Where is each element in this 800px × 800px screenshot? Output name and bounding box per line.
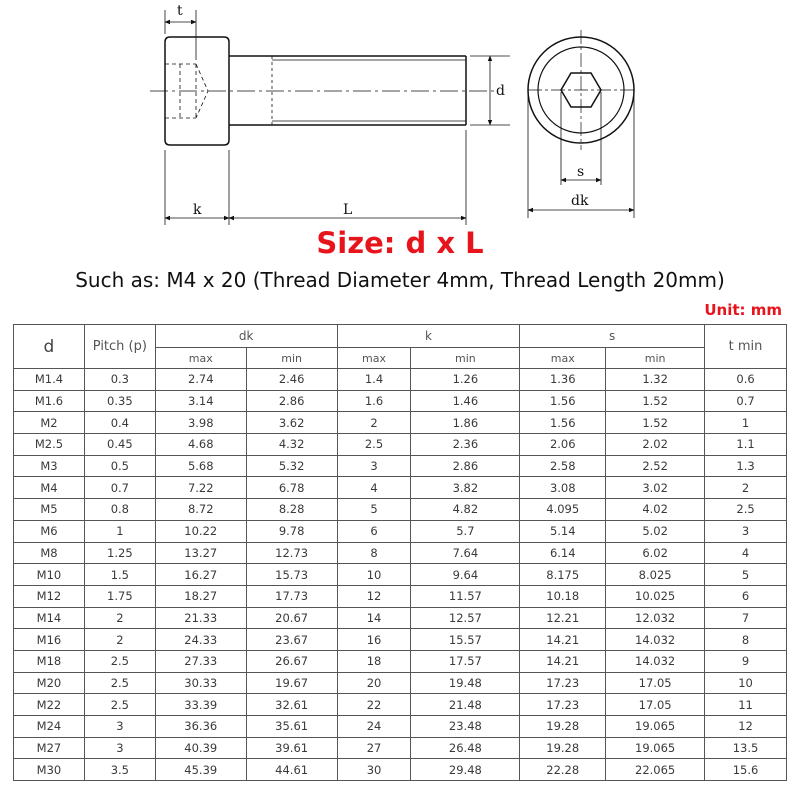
cell-s-max: 17.23 bbox=[520, 672, 606, 694]
cell-s-max: 14.21 bbox=[520, 629, 606, 651]
cell-s-min: 14.032 bbox=[606, 629, 705, 651]
cell-pitch: 0.7 bbox=[84, 477, 155, 499]
cell-dk-min: 6.78 bbox=[246, 477, 337, 499]
cell-t-min: 5 bbox=[705, 564, 787, 586]
cell-size: M20 bbox=[14, 672, 85, 694]
cell-k-min: 11.57 bbox=[411, 585, 520, 607]
cell-size: M2.5 bbox=[14, 434, 85, 456]
cell-t-min: 0.7 bbox=[705, 390, 787, 412]
cell-dk-max: 16.27 bbox=[155, 564, 246, 586]
cell-k-max: 18 bbox=[337, 650, 411, 672]
cell-dk-max: 24.33 bbox=[155, 629, 246, 651]
cell-dk-min: 23.67 bbox=[246, 629, 337, 651]
cell-pitch: 2.5 bbox=[84, 672, 155, 694]
cell-pitch: 0.4 bbox=[84, 412, 155, 434]
cell-k-max: 3 bbox=[337, 455, 411, 477]
cell-k-min: 5.7 bbox=[411, 520, 520, 542]
cell-dk-min: 32.61 bbox=[246, 694, 337, 716]
cell-dk-max: 21.33 bbox=[155, 607, 246, 629]
cell-s-min: 8.025 bbox=[606, 564, 705, 586]
screw-diagram bbox=[0, 0, 800, 230]
cell-size: M6 bbox=[14, 520, 85, 542]
cell-s-min: 2.02 bbox=[606, 434, 705, 456]
cell-dk-min: 2.86 bbox=[246, 390, 337, 412]
cell-k-min: 1.46 bbox=[411, 390, 520, 412]
size-title: Size: d x L bbox=[316, 226, 484, 260]
cell-pitch: 0.5 bbox=[84, 455, 155, 477]
cell-s-min: 3.02 bbox=[606, 477, 705, 499]
cell-s-min: 6.02 bbox=[606, 542, 705, 564]
cell-size: M27 bbox=[14, 737, 85, 759]
cell-pitch: 3.5 bbox=[84, 759, 155, 781]
cell-k-min: 21.48 bbox=[411, 694, 520, 716]
cell-s-min: 14.032 bbox=[606, 650, 705, 672]
cell-dk-max: 36.36 bbox=[155, 716, 246, 738]
spec-table bbox=[13, 324, 787, 781]
cell-size: M22 bbox=[14, 694, 85, 716]
cell-pitch: 2 bbox=[84, 607, 155, 629]
label-t: t bbox=[177, 3, 183, 19]
cell-size: M2 bbox=[14, 412, 85, 434]
table-row bbox=[14, 759, 787, 781]
table-row bbox=[14, 716, 787, 738]
cell-t-min: 0.6 bbox=[705, 369, 787, 391]
cell-dk-max: 27.33 bbox=[155, 650, 246, 672]
cell-dk-min: 12.73 bbox=[246, 542, 337, 564]
cell-k-max: 4 bbox=[337, 477, 411, 499]
label-dk: dk bbox=[571, 193, 589, 209]
cell-s-max: 1.36 bbox=[520, 369, 606, 391]
cell-size: M10 bbox=[14, 564, 85, 586]
table-row bbox=[14, 520, 787, 542]
cell-dk-min: 8.28 bbox=[246, 499, 337, 521]
table-row bbox=[14, 434, 787, 456]
header-pitch: Pitch (p) bbox=[84, 325, 155, 369]
table-row bbox=[14, 672, 787, 694]
table-row bbox=[14, 585, 787, 607]
cell-k-max: 24 bbox=[337, 716, 411, 738]
cell-pitch: 1 bbox=[84, 520, 155, 542]
cell-dk-max: 45.39 bbox=[155, 759, 246, 781]
cell-k-min: 2.86 bbox=[411, 455, 520, 477]
cell-k-min: 9.64 bbox=[411, 564, 520, 586]
cell-dk-min: 20.67 bbox=[246, 607, 337, 629]
cell-dk-max: 10.22 bbox=[155, 520, 246, 542]
cell-size: M16 bbox=[14, 629, 85, 651]
table-row bbox=[14, 650, 787, 672]
cell-k-max: 27 bbox=[337, 737, 411, 759]
cell-pitch: 2.5 bbox=[84, 650, 155, 672]
cell-dk-max: 3.14 bbox=[155, 390, 246, 412]
cell-dk-min: 2.46 bbox=[246, 369, 337, 391]
cell-k-min: 12.57 bbox=[411, 607, 520, 629]
cell-s-min: 10.025 bbox=[606, 585, 705, 607]
cell-k-max: 30 bbox=[337, 759, 411, 781]
cell-t-min: 9 bbox=[705, 650, 787, 672]
cell-k-min: 7.64 bbox=[411, 542, 520, 564]
cell-s-max: 1.56 bbox=[520, 412, 606, 434]
unit-label: Unit: mm bbox=[704, 301, 782, 319]
cell-k-min: 26.48 bbox=[411, 737, 520, 759]
cell-dk-min: 39.61 bbox=[246, 737, 337, 759]
cell-s-max: 2.58 bbox=[520, 455, 606, 477]
cell-size: M3 bbox=[14, 455, 85, 477]
header-k-min: min bbox=[411, 348, 520, 369]
cell-size: M1.4 bbox=[14, 369, 85, 391]
cell-k-max: 5 bbox=[337, 499, 411, 521]
cell-k-max: 20 bbox=[337, 672, 411, 694]
cell-t-min: 15.6 bbox=[705, 759, 787, 781]
cell-size: M4 bbox=[14, 477, 85, 499]
cell-s-max: 17.23 bbox=[520, 694, 606, 716]
cell-s-min: 5.02 bbox=[606, 520, 705, 542]
cell-s-min: 17.05 bbox=[606, 672, 705, 694]
cell-s-max: 12.21 bbox=[520, 607, 606, 629]
cell-dk-max: 7.22 bbox=[155, 477, 246, 499]
cell-s-max: 10.18 bbox=[520, 585, 606, 607]
header-dk-min: min bbox=[246, 348, 337, 369]
header-d: d bbox=[14, 325, 85, 369]
cell-dk-max: 18.27 bbox=[155, 585, 246, 607]
cell-dk-min: 44.61 bbox=[246, 759, 337, 781]
cell-k-min: 1.86 bbox=[411, 412, 520, 434]
cell-size: M8 bbox=[14, 542, 85, 564]
table-row bbox=[14, 369, 787, 391]
cell-pitch: 3 bbox=[84, 737, 155, 759]
cell-t-min: 1.1 bbox=[705, 434, 787, 456]
cell-s-max: 19.28 bbox=[520, 737, 606, 759]
cell-t-min: 1 bbox=[705, 412, 787, 434]
cell-k-min: 23.48 bbox=[411, 716, 520, 738]
cell-t-min: 10 bbox=[705, 672, 787, 694]
table-row bbox=[14, 390, 787, 412]
cell-k-max: 16 bbox=[337, 629, 411, 651]
size-example: Such as: M4 x 20 (Thread Diameter 4mm, Thread Length 20mm) bbox=[75, 268, 725, 292]
cell-dk-min: 5.32 bbox=[246, 455, 337, 477]
cell-s-min: 4.02 bbox=[606, 499, 705, 521]
spec-table-body bbox=[14, 369, 787, 781]
cell-s-max: 8.175 bbox=[520, 564, 606, 586]
cell-dk-min: 3.62 bbox=[246, 412, 337, 434]
header-s-max: max bbox=[520, 348, 606, 369]
cell-size: M14 bbox=[14, 607, 85, 629]
cell-dk-min: 26.67 bbox=[246, 650, 337, 672]
cell-dk-max: 13.27 bbox=[155, 542, 246, 564]
cell-pitch: 2.5 bbox=[84, 694, 155, 716]
cell-s-min: 17.05 bbox=[606, 694, 705, 716]
cell-dk-max: 8.72 bbox=[155, 499, 246, 521]
table-row bbox=[14, 499, 787, 521]
end-view bbox=[528, 30, 636, 218]
cell-s-min: 22.065 bbox=[606, 759, 705, 781]
cell-k-max: 6 bbox=[337, 520, 411, 542]
table-row bbox=[14, 629, 787, 651]
cell-pitch: 0.3 bbox=[84, 369, 155, 391]
cell-s-min: 2.52 bbox=[606, 455, 705, 477]
cell-pitch: 0.45 bbox=[84, 434, 155, 456]
cell-pitch: 0.35 bbox=[84, 390, 155, 412]
cell-t-min: 11 bbox=[705, 694, 787, 716]
cell-pitch: 0.8 bbox=[84, 499, 155, 521]
table-row bbox=[14, 694, 787, 716]
side-view bbox=[150, 10, 510, 225]
cell-dk-max: 2.74 bbox=[155, 369, 246, 391]
cell-dk-max: 33.39 bbox=[155, 694, 246, 716]
cell-t-min: 4 bbox=[705, 542, 787, 564]
cell-k-max: 22 bbox=[337, 694, 411, 716]
cell-t-min: 12 bbox=[705, 716, 787, 738]
cell-s-min: 1.52 bbox=[606, 390, 705, 412]
cell-dk-min: 19.67 bbox=[246, 672, 337, 694]
cell-s-min: 19.065 bbox=[606, 716, 705, 738]
label-d: d bbox=[496, 83, 505, 99]
header-s-min: min bbox=[606, 348, 705, 369]
cell-dk-max: 40.39 bbox=[155, 737, 246, 759]
cell-k-max: 10 bbox=[337, 564, 411, 586]
cell-k-min: 1.26 bbox=[411, 369, 520, 391]
cell-dk-max: 4.68 bbox=[155, 434, 246, 456]
table-row bbox=[14, 607, 787, 629]
cell-dk-min: 17.73 bbox=[246, 585, 337, 607]
cell-k-min: 4.82 bbox=[411, 499, 520, 521]
cell-dk-max: 5.68 bbox=[155, 455, 246, 477]
cell-s-max: 14.21 bbox=[520, 650, 606, 672]
cell-s-min: 1.52 bbox=[606, 412, 705, 434]
cell-k-min: 17.57 bbox=[411, 650, 520, 672]
cell-size: M30 bbox=[14, 759, 85, 781]
header-k: k bbox=[337, 325, 520, 348]
cell-pitch: 1.25 bbox=[84, 542, 155, 564]
cell-size: M12 bbox=[14, 585, 85, 607]
cell-t-min: 6 bbox=[705, 585, 787, 607]
cell-k-min: 29.48 bbox=[411, 759, 520, 781]
cell-k-min: 15.57 bbox=[411, 629, 520, 651]
label-L: L bbox=[343, 202, 353, 218]
cell-k-max: 2.5 bbox=[337, 434, 411, 456]
cell-pitch: 3 bbox=[84, 716, 155, 738]
cell-s-min: 12.032 bbox=[606, 607, 705, 629]
cell-t-min: 2.5 bbox=[705, 499, 787, 521]
cell-dk-min: 35.61 bbox=[246, 716, 337, 738]
cell-dk-min: 9.78 bbox=[246, 520, 337, 542]
cell-t-min: 8 bbox=[705, 629, 787, 651]
table-row bbox=[14, 542, 787, 564]
cell-k-max: 2 bbox=[337, 412, 411, 434]
cell-s-max: 3.08 bbox=[520, 477, 606, 499]
cell-s-max: 19.28 bbox=[520, 716, 606, 738]
header-dk-max: max bbox=[155, 348, 246, 369]
cell-pitch: 1.5 bbox=[84, 564, 155, 586]
cell-s-max: 2.06 bbox=[520, 434, 606, 456]
cell-k-min: 19.48 bbox=[411, 672, 520, 694]
table-row bbox=[14, 737, 787, 759]
cell-s-max: 6.14 bbox=[520, 542, 606, 564]
cell-pitch: 2 bbox=[84, 629, 155, 651]
cell-size: M24 bbox=[14, 716, 85, 738]
cell-s-min: 19.065 bbox=[606, 737, 705, 759]
cell-dk-min: 4.32 bbox=[246, 434, 337, 456]
cell-dk-max: 30.33 bbox=[155, 672, 246, 694]
label-k: k bbox=[193, 202, 202, 218]
table-row bbox=[14, 477, 787, 499]
cell-dk-max: 3.98 bbox=[155, 412, 246, 434]
cell-t-min: 1.3 bbox=[705, 455, 787, 477]
label-s: s bbox=[577, 164, 585, 180]
cell-s-max: 5.14 bbox=[520, 520, 606, 542]
header-t-min: t min bbox=[705, 325, 787, 369]
cell-s-max: 1.56 bbox=[520, 390, 606, 412]
cell-t-min: 3 bbox=[705, 520, 787, 542]
cell-size: M18 bbox=[14, 650, 85, 672]
cell-size: M1.6 bbox=[14, 390, 85, 412]
table-row bbox=[14, 564, 787, 586]
cell-s-min: 1.32 bbox=[606, 369, 705, 391]
cell-k-max: 12 bbox=[337, 585, 411, 607]
cell-s-max: 22.28 bbox=[520, 759, 606, 781]
header-k-max: max bbox=[337, 348, 411, 369]
cell-s-max: 4.095 bbox=[520, 499, 606, 521]
cell-k-min: 3.82 bbox=[411, 477, 520, 499]
cell-k-max: 14 bbox=[337, 607, 411, 629]
cell-k-min: 2.36 bbox=[411, 434, 520, 456]
cell-size: M5 bbox=[14, 499, 85, 521]
cell-k-max: 8 bbox=[337, 542, 411, 564]
cell-dk-min: 15.73 bbox=[246, 564, 337, 586]
table-row bbox=[14, 412, 787, 434]
cell-t-min: 2 bbox=[705, 477, 787, 499]
cell-pitch: 1.75 bbox=[84, 585, 155, 607]
header-dk: dk bbox=[155, 325, 337, 348]
cell-k-max: 1.4 bbox=[337, 369, 411, 391]
cell-k-max: 1.6 bbox=[337, 390, 411, 412]
header-s: s bbox=[520, 325, 705, 348]
table-row bbox=[14, 455, 787, 477]
cell-t-min: 7 bbox=[705, 607, 787, 629]
cell-t-min: 13.5 bbox=[705, 737, 787, 759]
